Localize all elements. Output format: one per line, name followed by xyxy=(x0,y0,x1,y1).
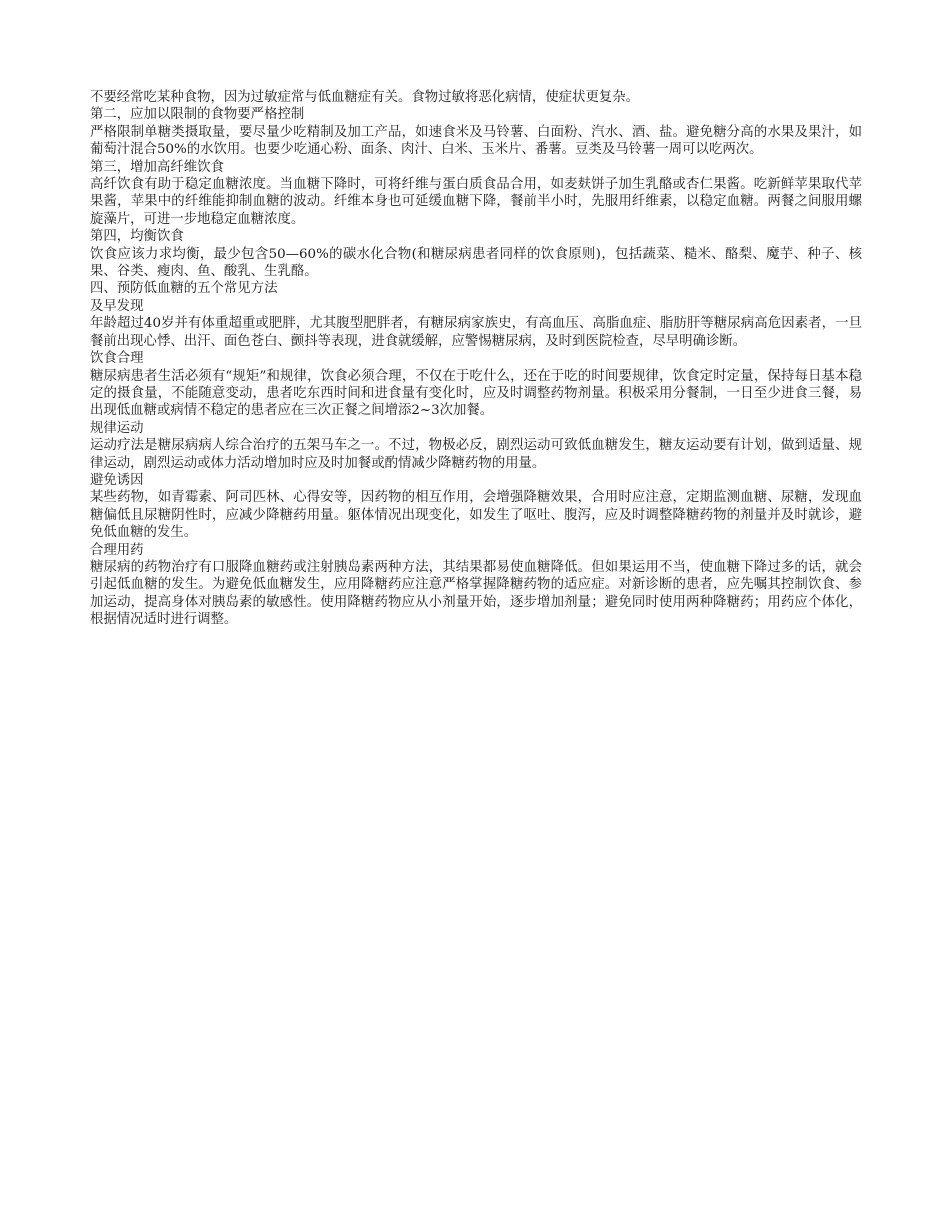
subheading-reasonable-diet: 饮食合理 xyxy=(90,351,144,367)
paragraph-reasonable-diet: 糖尿病患者生活必须有“规矩”和规律，饮食必须合理，不仅在于吃什么，还在于吃的时间要规律，饮食定时定量，保持每日基本稳定的摄食量，不能随意变动，患者吃东西时间和进食量有变化时，应及时调整药物剂量。积极采用分餐制，一日至少进食三餐，易出现低血糖或病情不稳定的患者应在三次正餐之间增添2~3次加餐。 xyxy=(90,368,862,419)
chapter-heading-prevention: 四、预防低血糖的五个常见方法 xyxy=(90,281,278,297)
paragraph-avoid-triggers: 某些药物，如青霉素、阿司匹林、心得安等，因药物的相互作用，会增强降糖效果，合用时应注意，定期监测血糖、尿糖，发现血糖偏低且尿糖阴性时，应减少降糖药用量。躯体情况出现变化，如发生了呕吐、腹泻，应及时调整降糖药物的剂量并及时就诊，避免低血糖的发生。 xyxy=(90,490,862,541)
paragraph-balanced-diet: 饮食应该力求均衡，最少包含50—60%的碳水化合物(和糖尿病患者同样的饮食原则)，包括蔬菜、糙米、酪梨、魔芋、种子、核果、谷类、瘦肉、鱼、酸乳、生乳酪。 xyxy=(90,246,862,280)
section-heading-4: 第四，均衡饮食 xyxy=(90,229,184,245)
document-body xyxy=(90,89,862,629)
paragraph-fiber: 高纤饮食有助于稳定血糖浓度。当血糖下降时，可将纤维与蛋白质食品合用，如麦麸饼子加生乳酪或杏仁果酱。吃新鲜苹果取代苹果酱，苹果中的纤维能抑制血糖的波动。纤维本身也可延缓血糖下降，餐前半小时，先服用纤维素，以稳定血糖。两餐之间服用螺旋藻片，可进一步地稳定血糖浓度。 xyxy=(90,177,862,227)
section-heading-3: 第三，增加高纤维饮食 xyxy=(90,159,224,175)
section-heading-2: 第二，应加以限制的食物要严格控制 xyxy=(90,107,305,123)
subheading-avoid-triggers: 避免诱因 xyxy=(90,472,144,488)
paragraph-limit-foods: 严格限制单糖类摄取量，要尽量少吃精制及加工产品，如速食米及马铃薯、白面粉、汽水、酒、盐。避免糖分高的水果及果汁，如葡萄汁混合50%的水饮用。也要少吃通心粉、面条、肉汁、白米、玉米片、番薯。豆类及马铃薯一周可以吃两次。 xyxy=(90,124,862,158)
subheading-early-detection: 及早发现 xyxy=(90,298,144,314)
paragraph-intro: 不要经常吃某种食物，因为过敏症常与低血糖症有关。食物过敏将恶化病情，使症状更复杂。 xyxy=(90,90,640,105)
subheading-rational-medication: 合理用药 xyxy=(90,542,144,558)
paragraph-rational-medication: 糖尿病的药物治疗有口服降血糖药或注射胰岛素两种方法，其结果都易使血糖降低。但如果运用不当，使血糖下降过多的话，就会引起低血糖的发生。为避免低血糖发生，应用降糖药应注意严格掌握降糖药物的适应症。对新诊断的患者，应先嘱其控制饮食、参加运动，提高身体对胰岛素的敏感性。使用降糖药物应从小剂量开始，逐步增加剂量；避免同时使用两种降糖药；用药应个体化，根据情况适时进行调整。 xyxy=(90,559,862,628)
paragraph-regular-exercise: 运动疗法是糖尿病病人综合治疗的五架马车之一。不过，物极必反，剧烈运动可致低血糖发生，糖友运动要有计划，做到适量、规律运动，剧烈运动或体力活动增加时应及时加餐或酌情减少降糖药物的用量。 xyxy=(90,438,862,471)
paragraph-early-detection: 年龄超过40岁并有体重超重或肥胖，尤其腹型肥胖者，有糖尿病家族史，有高血压、高脂血症、脂肪肝等糖尿病高危因素者，一旦餐前出现心悸、出汗、面色苍白、颤抖等表现，进食就缓解，应警惕糖尿病，及时到医院检查，尽早明确诊断。 xyxy=(90,316,862,349)
subheading-regular-exercise: 规律运动 xyxy=(90,420,144,436)
